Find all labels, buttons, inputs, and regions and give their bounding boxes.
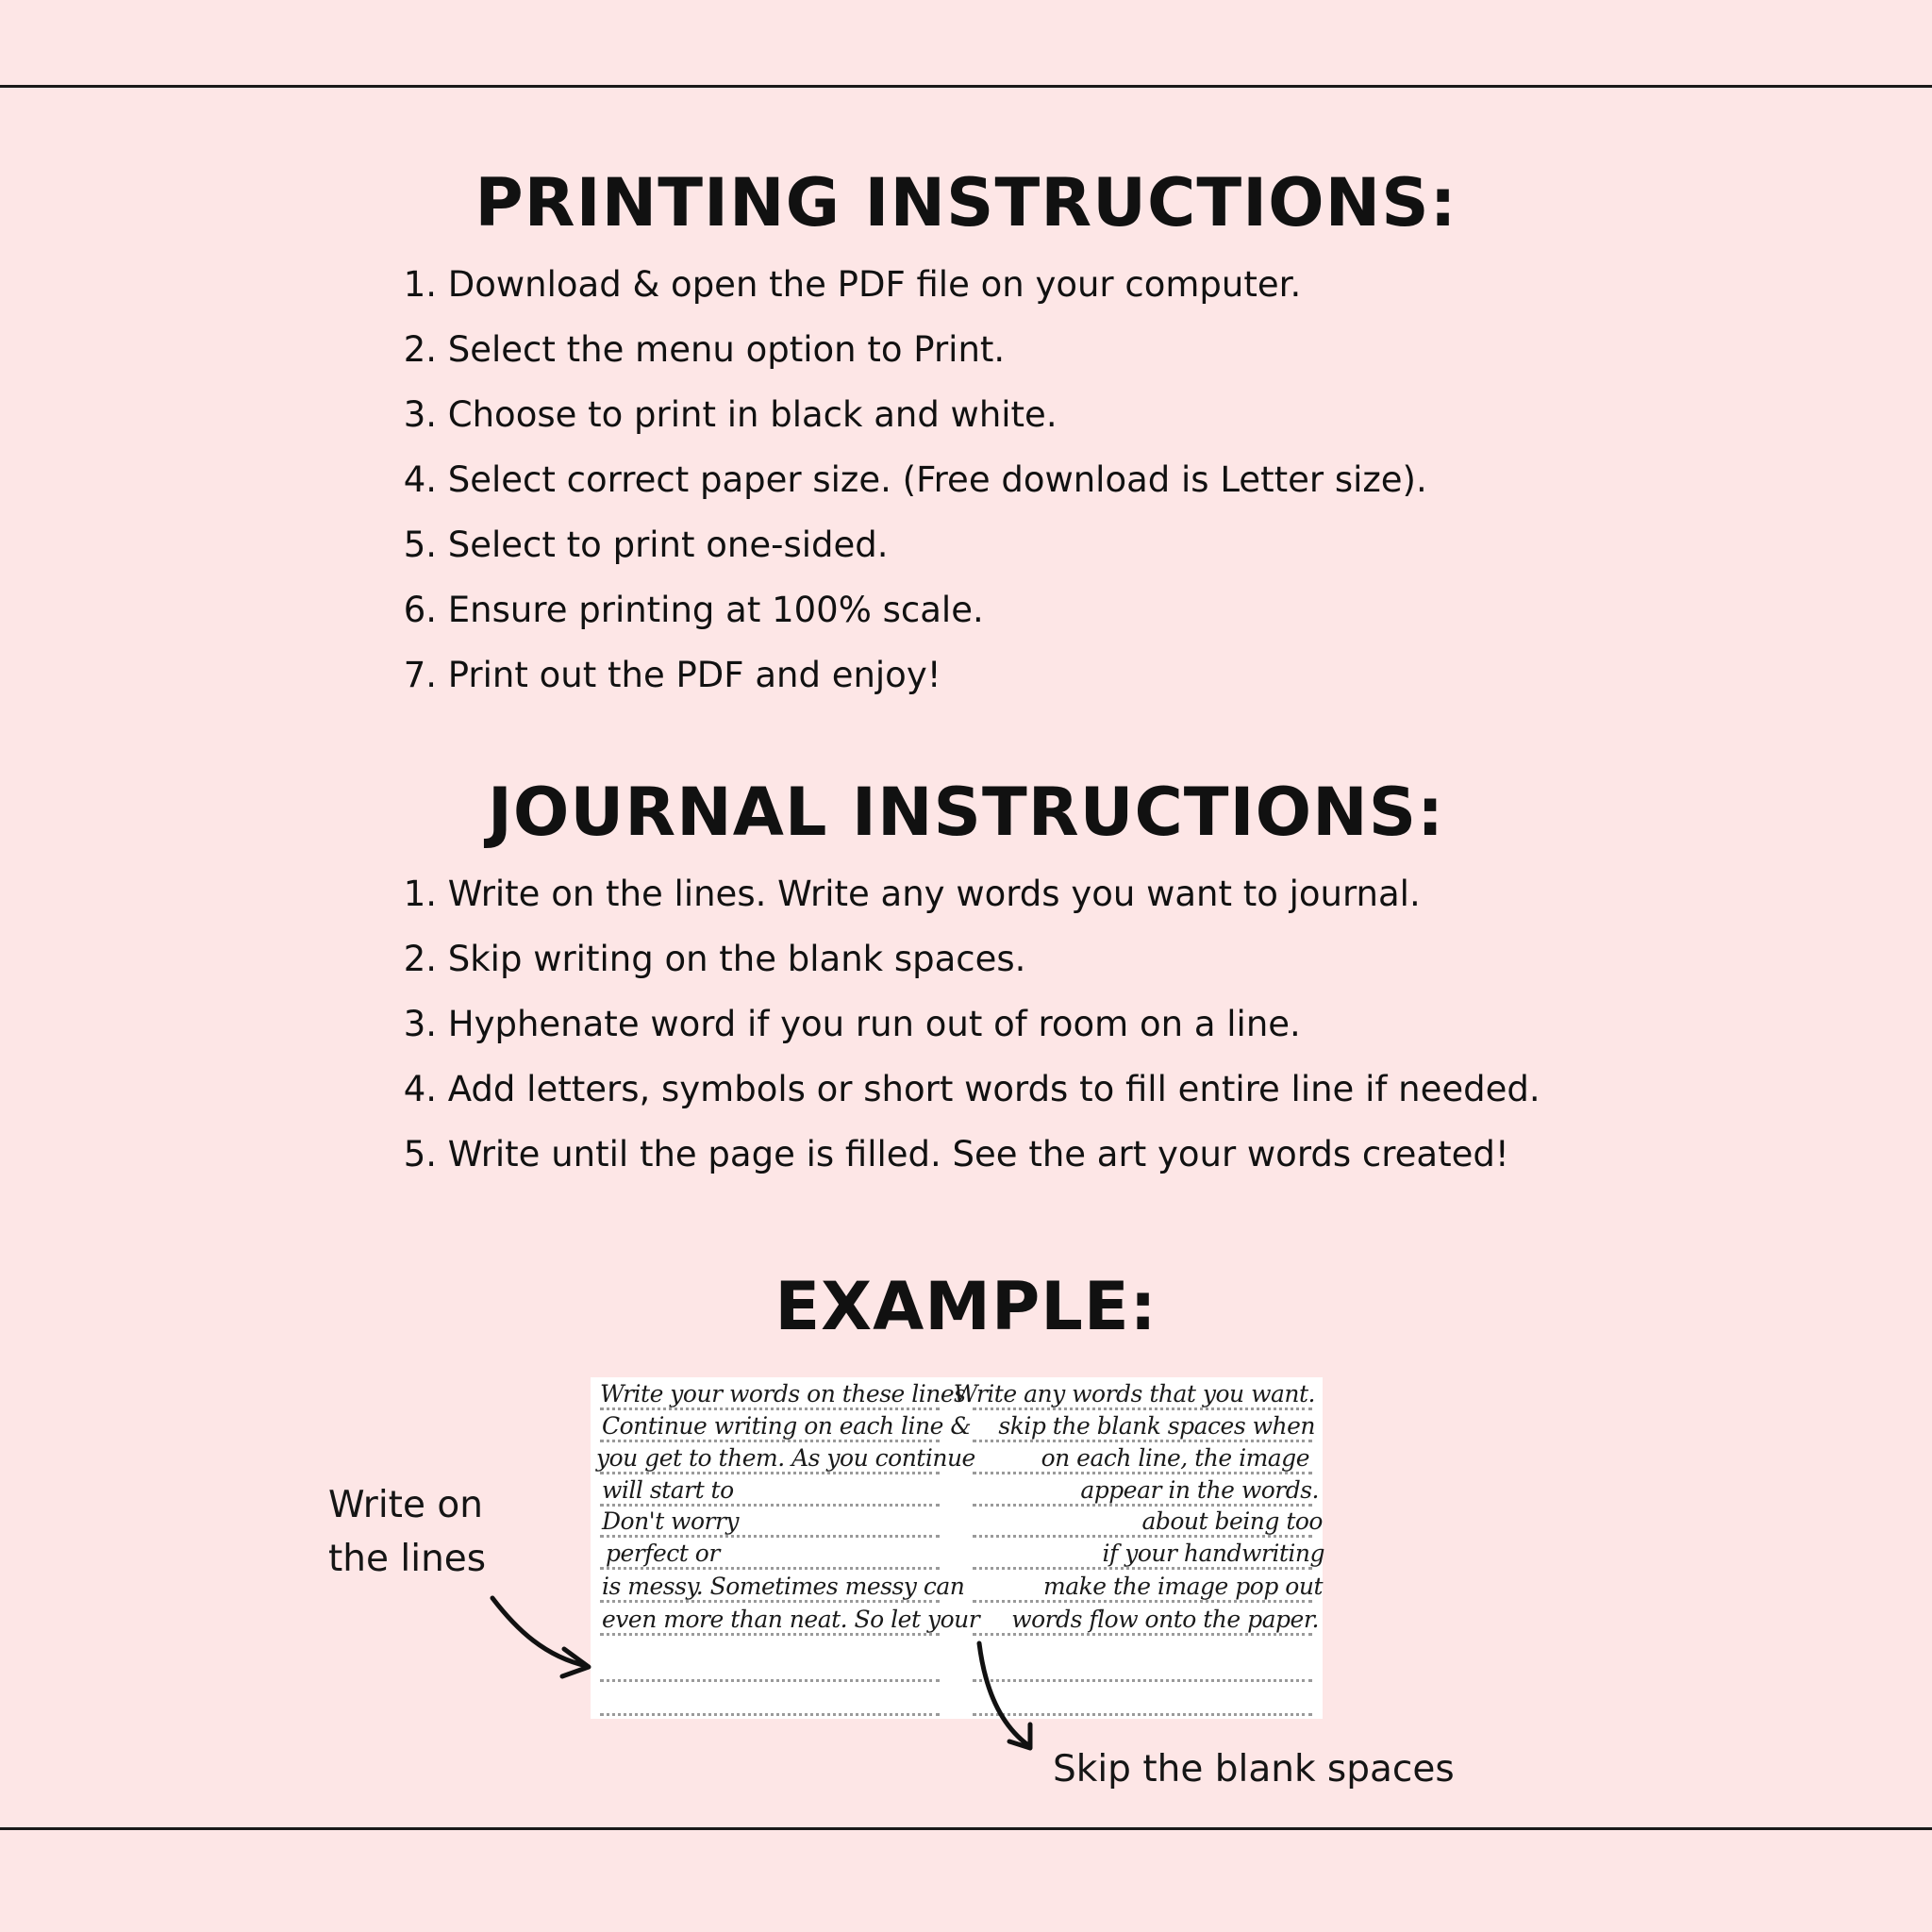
- printing-step-text: Select to print one-sided.: [447, 525, 889, 565]
- example-right-handwriting: appear in the words.: [1080, 1476, 1319, 1504]
- printing-step-text: Download & open the PDF file on your computer.: [447, 264, 1302, 305]
- example-title: EXAMPLE:: [774, 1268, 1158, 1345]
- printing-step-number: 7.: [403, 655, 437, 695]
- journal-instructions-title: JOURNAL INSTRUCTIONS:: [487, 774, 1445, 851]
- caption-skip-blank-spaces: Skip the blank spaces: [1053, 1748, 1455, 1790]
- printing-step-number: 6.: [403, 590, 437, 630]
- journal-step-number: 3.: [403, 1004, 437, 1044]
- example-left-handwriting: even more than neat. So let your: [602, 1606, 980, 1633]
- journal-step-number: 4.: [403, 1069, 437, 1109]
- example-right-handwriting: make the image pop out: [1043, 1573, 1323, 1600]
- journal-step-number: 1.: [403, 874, 437, 914]
- printing-step-number: 4.: [403, 459, 437, 500]
- printing-step-text: Print out the PDF and enjoy!: [447, 655, 941, 695]
- printing-step-number: 5.: [403, 525, 437, 565]
- example-right-handwriting: about being too: [1141, 1507, 1323, 1535]
- printing-step-number: 3.: [403, 394, 437, 435]
- printing-step-text: Select correct paper size. (Free download is Letter size).: [447, 459, 1427, 500]
- example-right-handwriting: skip the blank spaces when: [998, 1412, 1315, 1440]
- printing-instructions-title: PRINTING INSTRUCTIONS:: [475, 164, 1457, 242]
- printing-step-text: Ensure printing at 100% scale.: [447, 590, 984, 630]
- printing-step-number: 1.: [403, 264, 437, 305]
- journal-step-number: 2.: [403, 939, 437, 979]
- example-left-handwriting: Write your words on these lines.: [600, 1380, 973, 1407]
- example-right-handwriting: if your handwriting: [1102, 1540, 1324, 1567]
- journal-step-text: Hyphenate word if you run out of room on a line.: [447, 1004, 1301, 1044]
- example-left-handwriting: Don't worry: [602, 1507, 740, 1535]
- arrow-to-blank-spaces: [979, 1643, 1028, 1745]
- printing-step-text: Select the menu option to Print.: [447, 329, 1006, 370]
- example-left-handwriting: perfect or: [606, 1540, 720, 1567]
- journal-step-number: 5.: [403, 1134, 437, 1174]
- example-right-handwriting: Write any words that you want.: [953, 1380, 1315, 1407]
- example-left-handwriting: you get to them. As you continue: [596, 1444, 975, 1472]
- journal-step-text: Write until the page is filled. See the art your words created!: [447, 1134, 1509, 1174]
- bottom-divider: [0, 1827, 1932, 1830]
- example-left-handwriting: is messy. Sometimes messy can: [602, 1573, 965, 1600]
- printing-step-number: 2.: [403, 329, 437, 370]
- journal-step-text: Skip writing on the blank spaces.: [447, 939, 1026, 979]
- journal-step-text: Write on the lines. Write any words you want to journal.: [447, 874, 1421, 914]
- example-right-handwriting: words flow onto the paper.: [1011, 1606, 1319, 1633]
- example-right-handwriting: on each line, the image: [1041, 1444, 1309, 1472]
- journal-step-text: Add letters, symbols or short words to fill entire line if needed.: [447, 1069, 1541, 1109]
- example-left-handwriting: will start to: [602, 1476, 734, 1504]
- caption-write-on-lines: Write on the lines: [328, 1484, 487, 1580]
- example-left-handwriting: Continue writing on each line &: [602, 1412, 972, 1440]
- printing-step-text: Choose to print in black and white.: [447, 394, 1058, 435]
